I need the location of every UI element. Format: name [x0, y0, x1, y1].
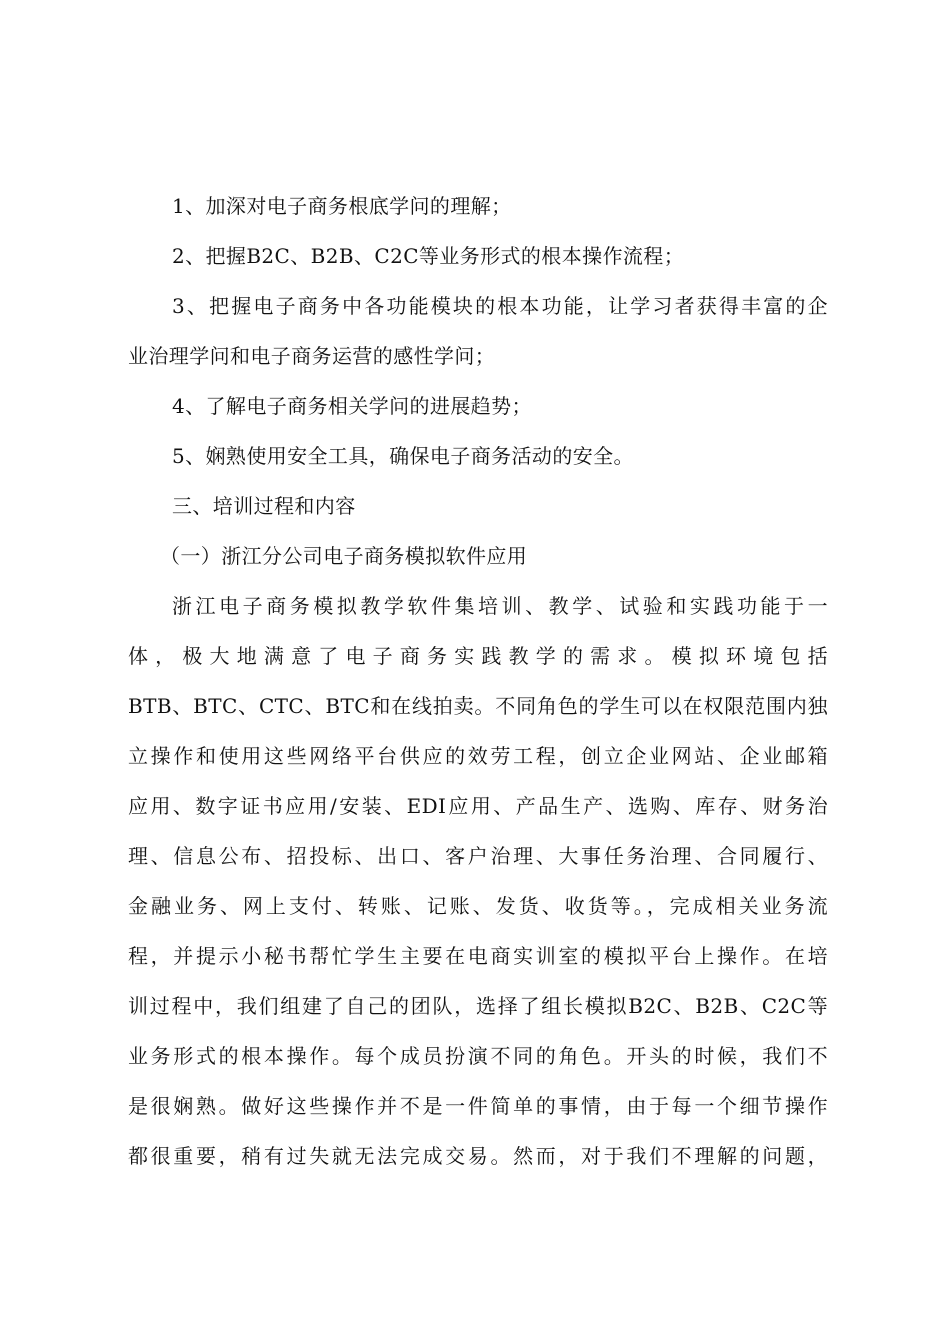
paragraph-line: 金融业务、网上支付、转账、记账、发货、收货等。，完成相关业务流: [128, 894, 828, 918]
paragraph-line: 是很娴熟。做好这些操作并不是一件简单的事情，由于每一个细节操作: [128, 1094, 828, 1118]
paragraph-line: 体，极大地满意了电子商务实践教学的需求。模拟环境包括: [128, 644, 828, 668]
objective-item-5: 5、娴熟使用安全工具，确保电子商务活动的安全。: [172, 444, 634, 468]
paragraph-line: 浙江电子商务模拟教学软件集培训、教学、试验和实践功能于一: [172, 594, 828, 618]
objective-item-3-line-1: 3、把握电子商务中各功能模块的根本功能，让学习者获得丰富的企: [172, 294, 828, 318]
subsection-heading: （一）浙江分公司电子商务模拟软件应用: [160, 544, 528, 568]
paragraph-line: 理、信息公布、招投标、出口、客户治理、大事任务治理、合同履行、: [128, 844, 828, 868]
paragraph-line: 立操作和使用这些网络平台供应的效劳工程，创立企业网站、企业邮箱: [128, 744, 828, 768]
paragraph-line: 程，并提示小秘书帮忙学生主要在电商实训室的模拟平台上操作。在培: [128, 944, 828, 968]
objective-item-2: 2、把握B2C、B2B、C2C等业务形式的根本操作流程；: [172, 244, 685, 268]
objective-item-1: 1、加深对电子商务根底学问的理解；: [172, 194, 512, 218]
paragraph-line: 都很重要，稍有过失就无法完成交易。然而，对于我们不理解的问题，: [128, 1144, 828, 1168]
paragraph-line: 应用、数字证书应用/安装、EDI应用、产品生产、选购、库存、财务治: [128, 794, 828, 818]
objective-item-3-line-2: 业治理学问和电子商务运营的感性学问；: [128, 344, 496, 368]
paragraph-line: 业务形式的根本操作。每个成员扮演不同的角色。开头的时候，我们不: [128, 1044, 828, 1068]
section-heading: 三、培训过程和内容: [172, 494, 356, 518]
paragraph-line: 训过程中，我们组建了自己的团队，选择了组长模拟B2C、B2B、C2C等: [128, 994, 828, 1018]
objective-item-4: 4、了解电子商务相关学问的进展趋势；: [172, 394, 532, 418]
paragraph-line: BTB、BTC、CTC、BTC和在线拍卖。不同角色的学生可以在权限范围内独: [128, 694, 828, 718]
